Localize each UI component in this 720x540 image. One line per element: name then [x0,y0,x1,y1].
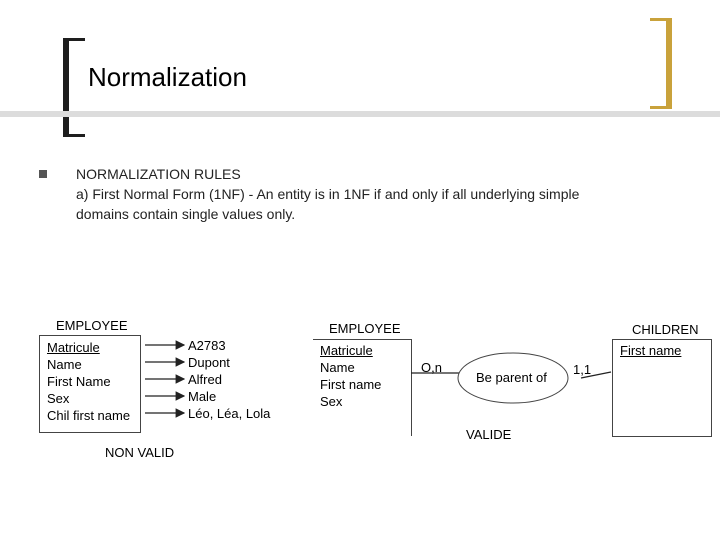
slide-body [76,164,686,224]
attribute-key: Matricule [47,340,100,355]
left-bracket-decoration [63,38,85,137]
value: Léo, Léa, Lola [188,406,271,421]
valid-employee-attributes [320,342,381,410]
nonvalid-entity-box [39,335,141,433]
attribute: Chil first name [47,408,131,423]
cardinality-right: 1,1 [573,362,592,377]
value: Male [188,389,217,404]
rules-text-line-1: a) First Normal Form (1NF) - An entity is in 1NF if and only if all underlying simple [76,186,580,202]
valid-employee-box [313,339,412,436]
rules-text-line-2: domains contain single values only. [76,206,296,222]
nonvalid-value-list [188,337,270,422]
bullet-icon [39,170,47,178]
attribute: Sex [47,391,70,406]
nonvalid-entity-name: EMPLOYEE [56,318,128,333]
attribute-key: Matricule [320,343,373,358]
valid-employee-name: EMPLOYEE [329,321,401,336]
title-rule [0,111,720,117]
right-bracket-decoration [650,18,672,109]
attribute: First name [320,377,382,392]
value: Dupont [188,355,230,370]
nonvalid-attribute-list [47,339,130,424]
children-entity-box [612,339,712,437]
value-arrows [140,335,190,425]
attribute-key: First name [620,343,682,358]
attribute: First Name [47,374,111,389]
cardinality-left: O,n [421,360,442,375]
valid-caption: VALIDE [466,427,512,442]
children-attributes [620,342,681,359]
relationship-label: Be parent of [476,370,547,385]
children-entity-name: CHILDREN [632,322,699,337]
attribute: Name [320,360,355,375]
slide-title: Normalization [88,62,247,92]
rules-heading: NORMALIZATION RULES [76,166,241,182]
value: A2783 [188,338,226,353]
attribute: Name [47,357,82,372]
value: Alfred [188,372,222,387]
nonvalid-caption: NON VALID [105,445,175,460]
attribute: Sex [320,394,343,409]
